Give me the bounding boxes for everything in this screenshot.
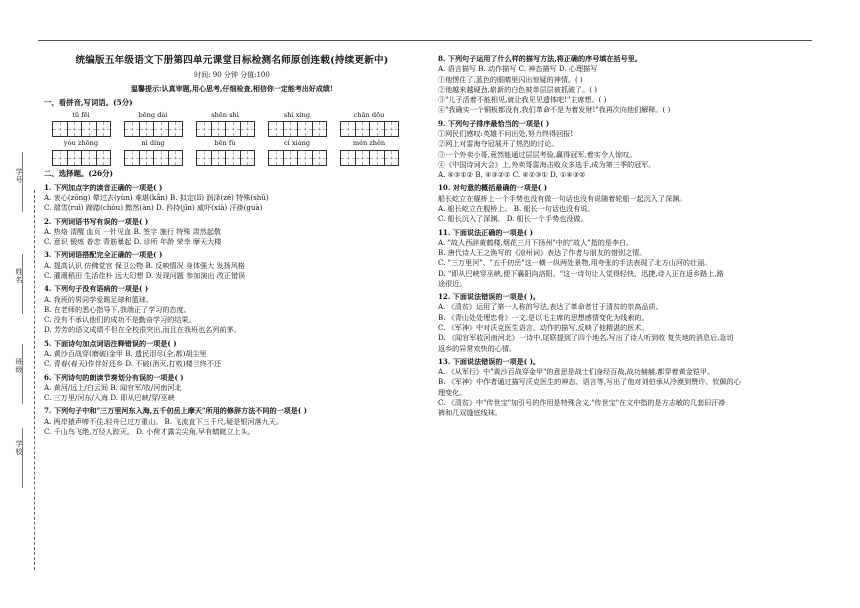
option-line: C. 三万里/河东/入海 D. 即从巴峡/穿/巫峡 — [44, 393, 175, 403]
option-line: A. "故人西辞黄鹤楼,烟花三月下扬州"中的"故人"指的是李白。 — [438, 237, 634, 247]
option-line: C. 瑞雪(ruì) 蹄踏(chòu) 黯然(àn) D. 矜持(jīn) 威吓(xià) 汗褂(guà) — [44, 203, 263, 213]
pinyin-item — [340, 139, 398, 166]
question-stem: 7. 下列句子中和"三万里河东入海,五千仞岳上摩天"所用的修辞方法不同的一项是( ) — [44, 406, 308, 416]
answer-boxes[interactable] — [196, 121, 254, 137]
option-line: A. 我班的男同学爱踢足球和篮球。 — [44, 294, 153, 304]
answer-boxes[interactable] — [124, 121, 182, 137]
option-line: A. 《从军行》中"黄沙百战穿金甲"的意思是战士们身经百战,战功赫赫,都穿着黄金铠甲。 — [438, 367, 715, 377]
answer-boxes[interactable] — [196, 150, 254, 166]
binding-line — [34, 190, 35, 570]
pinyin-item — [268, 111, 326, 138]
option-line: B. 唐代诗人王之涣写的《凉州词》表达了作者与朋友的惜别之情。 — [438, 248, 647, 258]
pinyin-text: cí xiáng — [283, 139, 311, 148]
sentence-line: ①他愣住了,蓝色的眼睛里闪出惊疑的神情。( ) — [438, 74, 583, 84]
school-label: 学校 — [15, 440, 23, 456]
pinyin-item — [196, 139, 254, 166]
answer-boxes[interactable] — [268, 150, 326, 166]
answer-boxes[interactable] — [52, 121, 110, 137]
option-line: A. 黄河/远上/白云间 B. 闻官军/收/河南河北 — [44, 382, 182, 392]
question-stem: 6. 下列诗句的朗读节奏划分有误的一项是( ) — [44, 372, 184, 382]
option-line: B. 《军神》中作者通过描写沃克医生的神态、语言等,写出了他对刘伯承从冷漠到赞许、钦佩的心 — [438, 377, 741, 387]
section1-heading: 一、看拼音,写词语。(5分) — [44, 98, 133, 108]
option-line: C. 没有不承认他们的成功不是勤奋学习的结果。 — [44, 315, 196, 325]
option-line: A. 《清贫》运用了第一人称的写法,表达了革命者甘于清贫的崇高品质。 — [438, 302, 663, 312]
pinyin-item — [124, 111, 182, 138]
pinyin-item — [124, 139, 182, 166]
option-line: A. 语言描写 B. 动作描写 C. 神态描写 D. 心理描写 — [438, 64, 598, 74]
top-rule — [38, 40, 812, 41]
option-line: A. 两岸猿声啼不住,轻舟已过万重山。 B. 飞流直下三千尺,疑是银河落九天。 — [44, 416, 283, 426]
pinyin-item — [196, 111, 254, 138]
exam-notice: 温馨提示:认真审题,用心思考,仔细检查,相信你一定能考出好成绩! — [131, 84, 333, 94]
pinyin-text: bēng dài — [138, 110, 168, 119]
option-line: C. 船长沉入了深渊。 D. 船长一个手势也没做。 — [438, 214, 588, 224]
class-label: 班级 — [15, 358, 23, 374]
sentence-line: ③一个外卖小哥,竟然能通过层层考验,赢得冠军,着实令人惊叹。 — [438, 149, 637, 159]
option-line: A. 黄沙百战穿(磨破)金甲 B. 遗民泪尽(全,都)胡尘里 — [44, 348, 207, 358]
option-line: C. "三万里河"、"五千仞岳"这一横一纵两处景物,用夸张的手法表现了北方山河的壮丽。 — [438, 258, 712, 268]
question-stem: 13. 下面说法错误的一项是( )。 — [438, 356, 541, 366]
option-line: C. 灌溉稻田 生活佳朴 远大幻想 D. 发现问题 参加演出 改正错误 — [44, 271, 246, 280]
sentence-line: ②他越来越硬劲,崭新的白色被单层层被抓破了。( ) — [438, 84, 598, 94]
question-stem: 1. 下列加点字的读音正确的一项是( ) — [44, 182, 163, 192]
option-line: C. 千山鸟飞绝,万径人踪灭。 D. 小荷才露尖尖角,早有蜻蜓立上头。 — [44, 426, 255, 436]
page-title: 统编版五年级语文下册第四单元课堂目标检测名师原创连载(持续更新中) — [75, 55, 389, 66]
right-column — [438, 54, 822, 419]
pinyin-row-2 — [52, 139, 420, 166]
pinyin-row-1 — [52, 111, 420, 138]
pinyin-text: shí xíng — [283, 110, 311, 119]
answer-boxes[interactable] — [124, 150, 182, 166]
question-stem: 12. 下面说法错误的一项是( )。 — [438, 292, 541, 302]
left-column — [44, 54, 420, 437]
sentence-line: ④《中国诗词大会》上,外卖哥雷海击败众多选手,成为第三季的冠军。 — [438, 159, 656, 169]
section2-heading: 二、选择题。(26分) — [44, 169, 114, 179]
option-line: 返乡的异常欢快的心情。 — [438, 343, 517, 353]
pinyin-text: tū fēi — [72, 110, 90, 119]
option-line: C. 《清贫》中"传世宝"加引号的作用是特殊含义,"传世宝"在文中指的是方志敏的几套旧汗褂 — [438, 398, 726, 407]
option-line: A. 提高认识 仿佛觉官 保卫公物 B. 反映情况 身体强大 发扬风格 — [44, 260, 245, 270]
option-line: 理变化。 — [438, 387, 467, 397]
option-line: A. 热烙 清醒 血页 一针见血 B. 签字 施行 特殊 肃然起敬 — [44, 226, 222, 236]
pinyin-item — [52, 139, 110, 166]
option-line: A. 衷心(zōng) 晕过去(yùn) 难堪(kān) B. 拟定(lǐ) 润泽(zé) 特殊(shū) — [44, 193, 269, 203]
option-line: 裤和几双缝底线袜。 — [438, 408, 502, 418]
option-line: A. 船长屹立在舰桥上。 B. 船长一句话也没有说。 — [438, 203, 595, 213]
question-stem: 10. 对句意的概括最确的一项是( ) — [438, 183, 548, 193]
question-stem: 11. 下面说法正确的一项是( ) — [438, 227, 533, 237]
answer-boxes[interactable] — [340, 121, 398, 137]
option-line: D. "即从巴峡穿巫峡,便下襄阳向洛阳。"这一诗句让人觉得轻快、迅捷,诗人正在返乡路上,路 — [438, 268, 724, 278]
sentence-line: ③"儿子活着不能相见,就让我见见遗体吧!"主席想。( ) — [438, 95, 607, 105]
answer-boxes[interactable] — [52, 150, 110, 166]
question-stem: 3. 下列词语搭配完全正确的一项是( ) — [44, 250, 163, 260]
option-line: B. 在老师的悉心指导下,我端正了学习的态度。 — [44, 304, 191, 314]
question-stem: 8. 下列句子运用了什么样的描写方法,将正确的序号填在括号里。 — [438, 54, 642, 63]
pinyin-item — [268, 139, 326, 166]
option-line: D. 《闻官军收河南河北》一诗中,尾联提到了四个地名,写出了诗人听到收 复失地的消息后,急切 — [438, 333, 734, 343]
question-stem: 4. 下列句子没有语病的一项是( ) — [44, 284, 149, 294]
class-field[interactable] — [22, 344, 23, 404]
sentence-line: ②网上对雷海夺冠展开了热烈的讨论。 — [438, 139, 559, 149]
pinyin-text: bēn fù — [214, 139, 236, 148]
pinyin-item — [52, 111, 110, 138]
answer-boxes[interactable] — [268, 121, 326, 137]
exam-meta: 时间: 90 分钟 分值:100 — [194, 70, 270, 79]
option-line: C. 《军神》中对沃克医生语言、动作的描写,反映了他精湛的医术。 — [438, 323, 649, 333]
sentence-line: ④"我确实一个铜板都没有,我们革命不是为着发财!"我再次向他们解释。( ) — [438, 105, 671, 115]
pinyin-text: chān dōu — [353, 110, 385, 119]
school-field[interactable] — [22, 428, 23, 488]
answer-boxes[interactable] — [340, 150, 398, 166]
student-number-field[interactable] — [22, 152, 23, 212]
pinyin-text: yóu zhōng — [63, 139, 99, 148]
question-stem: 9. 下列句子排序最恰当的一项是( ) — [438, 118, 550, 128]
name-field[interactable] — [22, 254, 23, 314]
option-line: C. 青春(春天)作伴好还乡 D. 不破(消灭,打败)楼兰终不还 — [44, 359, 222, 369]
pinyin-text: shēn shì — [211, 110, 239, 119]
binding-margin — [0, 40, 42, 600]
option-line: D. 芳芳的语文成绩不但在全校很突出,而且在我班也名列前茅。 — [44, 325, 241, 335]
option-line: B. 《青山处处埋忠骨》一文,是以毛主席的思想感情变化为线索的。 — [438, 312, 649, 322]
option-line: 途很近。 — [438, 278, 467, 288]
pinyin-text: nì díng — [141, 139, 165, 148]
question-stem: 5. 下面诗句加点词语注释错误的一项是( ) — [44, 338, 177, 348]
option-line: C. 意识 锻炼 眷恋 青筋暴起 D. 诊所 年龄 荣幸 摩天大楼 — [44, 237, 222, 247]
student-number-label: 学号 — [15, 168, 23, 184]
question-stem: 2. 下列词语书写有误的一项是( ) — [44, 216, 149, 226]
sentence-line: 船长屹立在舰桥上一个手势也没有做一句话也没有说随着轮船一起沉入了深渊。 — [438, 193, 687, 203]
option-line: A. ④③①② B. ④③②① C. ④②③① D. ①④③② — [438, 170, 586, 180]
name-label: 姓名 — [15, 268, 23, 284]
sentence-line: ①网民们感叹:英雄不问出处,努力终得回报! — [438, 128, 574, 138]
pinyin-item — [340, 111, 398, 138]
pinyin-text: mén zhěn — [352, 139, 386, 148]
